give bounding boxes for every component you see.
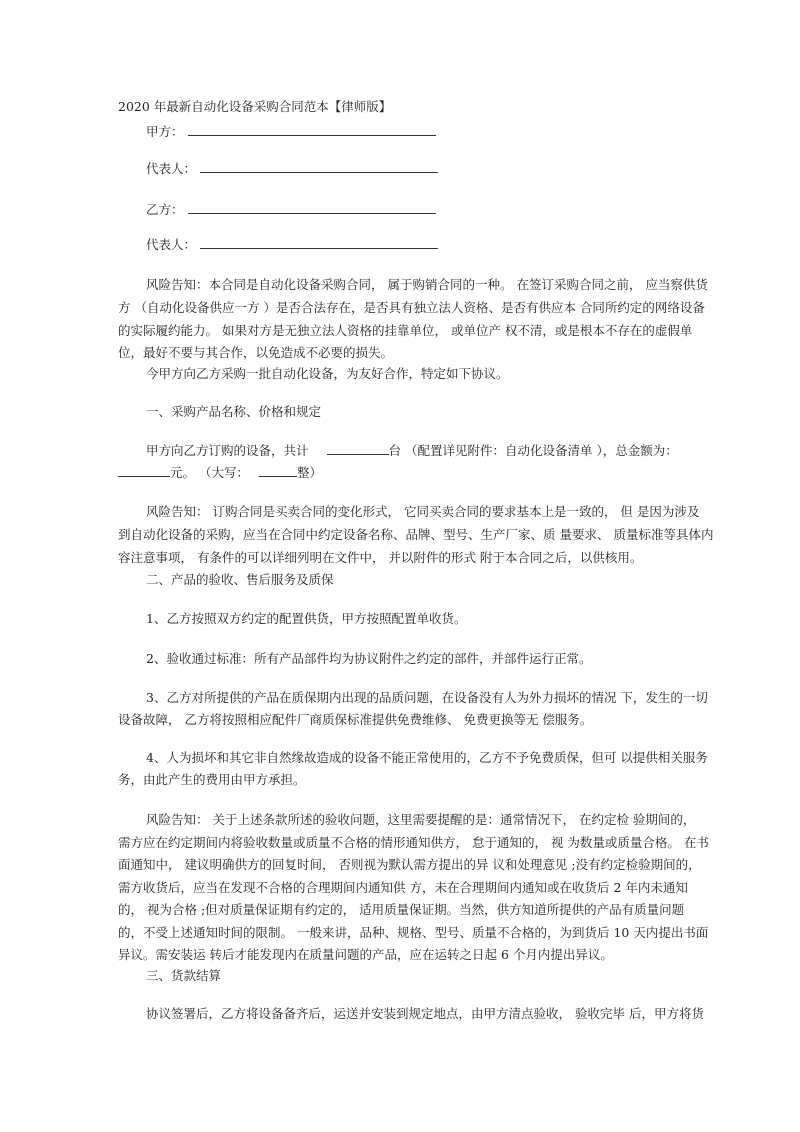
risk-notice-2-line: 容注意事项， 有条件的可以详细列明在文件中， 并以附件的形式 附于本合同之后，以供核用。 [118,550,643,565]
risk-notice-3-line: 异议。需安装运 转后才能发现内在质量问题的产品，应在运转之日起 6 个月内提出异议。 [118,947,613,962]
party-b-blank[interactable] [188,202,436,214]
party-a-blank[interactable] [188,124,436,136]
rep-1-field [146,161,438,177]
purchase-line-2 [118,465,322,481]
rep-2-label: 代表人： [146,237,197,252]
party-b-label: 乙方： [146,202,184,217]
risk-notice-1-line: 风险告知：本合同是自动化设备采购合同， 属于购销合同的一种。 在签订采购合同之前， 应当察供货 [146,277,708,292]
rep-1-blank[interactable] [200,161,438,173]
section-1-heading: 一、采购产品名称、价格和规定 [146,404,322,419]
risk-notice-3-line: 风险告知： 关于上述条款所述的验收问题，这里需要提醒的是：通常情况下， 在约定检 验期间的， [146,812,696,827]
purchase-text-1b: 台 （配置详见附件：自动化设备清单 ），总金额为： [388,443,678,458]
risk-notice-2-line: 到自动化设备的采购，应当在合同中约定设备名称、品牌、型号、生产厂家、质 量要求、 质量标准等具体内 [118,527,714,542]
amount-words-blank[interactable] [259,465,297,477]
risk-notice-3-line: 的，不受上述通知时间的限制。 一般来讲，品种、规格、型号、质量不合格的，为到货后 10 天内提出书面 [118,925,709,940]
clause-2: 2、验收通过标准：所有产品部件均为协议附件之约定的部件，并部件运行正常。 [146,651,592,666]
party-b-field [146,202,436,218]
risk-notice-3-line: 的， 视为合格 ;但对质量保证期有约定的， 适用质量保证期。当然，供方知道所提供的产品有质量问题 [118,902,685,917]
risk-notice-1-line: 方 （自动化设备供应一方 ）是否合法存在，是否具有独立法人资格、是否有供应本 合同所约定的网络设备 [118,300,705,315]
intro-paragraph: 今甲方向乙方采购一批自动化设备，为友好合作，特定如下协议。 [146,366,509,381]
payment-paragraph: 协议签署后，乙方将设备备齐后，运送并安装到规定地点，由甲方清点验收， 验收完毕 后，甲方将货 [146,1006,704,1021]
purchase-text-1a: 甲方向乙方订购的设备，共计 [146,443,309,458]
risk-notice-1-line: 位，最好不要与其合作，以免造成不必要的损失。 [118,345,394,360]
clause-4-line: 务，由此产生的费用由甲方承担。 [118,772,306,787]
clause-4-line: 4、人为损坏和其它非自然缘故造成的设备不能正常使用的，乙方不予免费质保，但可 以提供相关服务 [146,750,708,765]
purchase-text-2b: 整） [296,465,322,480]
section-3-heading: 三、货款结算 [146,968,222,983]
party-a-field [146,124,436,140]
amount-blank[interactable] [118,465,170,477]
quantity-blank[interactable] [327,443,389,455]
purchase-text-2a: 元。 （大写： [170,465,249,480]
rep-1-label: 代表人： [146,161,197,176]
risk-notice-3-line: 面通知中， 建议明确供方的回复时间， 否则视为默认需方提出的异 议和处理意见 ;没有约定检验期间的， [118,857,701,872]
risk-notice-2-line: 风险告知： 订购合同是买卖合同的变化形式， 它同买卖合同的要求基本上是一致的， 但 是因为涉及 [146,504,700,519]
risk-notice-1-line: 的实际履约能力。 如果对方是无独立法人资格的挂靠单位， 或单位产 权不清，或是根本不存在的虚假单 [118,323,693,338]
rep-2-blank[interactable] [200,237,438,249]
purchase-line-1 [146,443,678,459]
clause-3-line: 3、乙方对所提供的产品在质保期内出现的品质问题，在设备没有人为外力损坏的情况 下，发生的一切 [146,690,708,705]
party-a-label: 甲方： [146,124,184,139]
risk-notice-3-line: 需方应在约定期间内将验收数量或质量不合格的情形通知供方， 怠于通知的， 视 为数量或质量合格。 在书 [118,835,709,850]
clause-3-line: 设备故障， 乙方将按照相应配件厂商质保标准提供免费维修、 免费更换等无 偿服务。 [118,712,593,727]
clause-1: 1、乙方按照双方约定的配置供货，甲方按照配置单收货。 [146,611,467,626]
document-title: 2020 年最新自动化设备采购合同范本【律师版】 [118,99,392,114]
section-2-heading: 二、产品的验收、售后服务及质保 [146,572,334,587]
risk-notice-3-line: 需方收货后，应当在发现不合格的合理期间内通知供 方，未在合理期间内通知或在收货后 2 年内未通知 [118,880,688,895]
rep-2-field [146,237,438,253]
